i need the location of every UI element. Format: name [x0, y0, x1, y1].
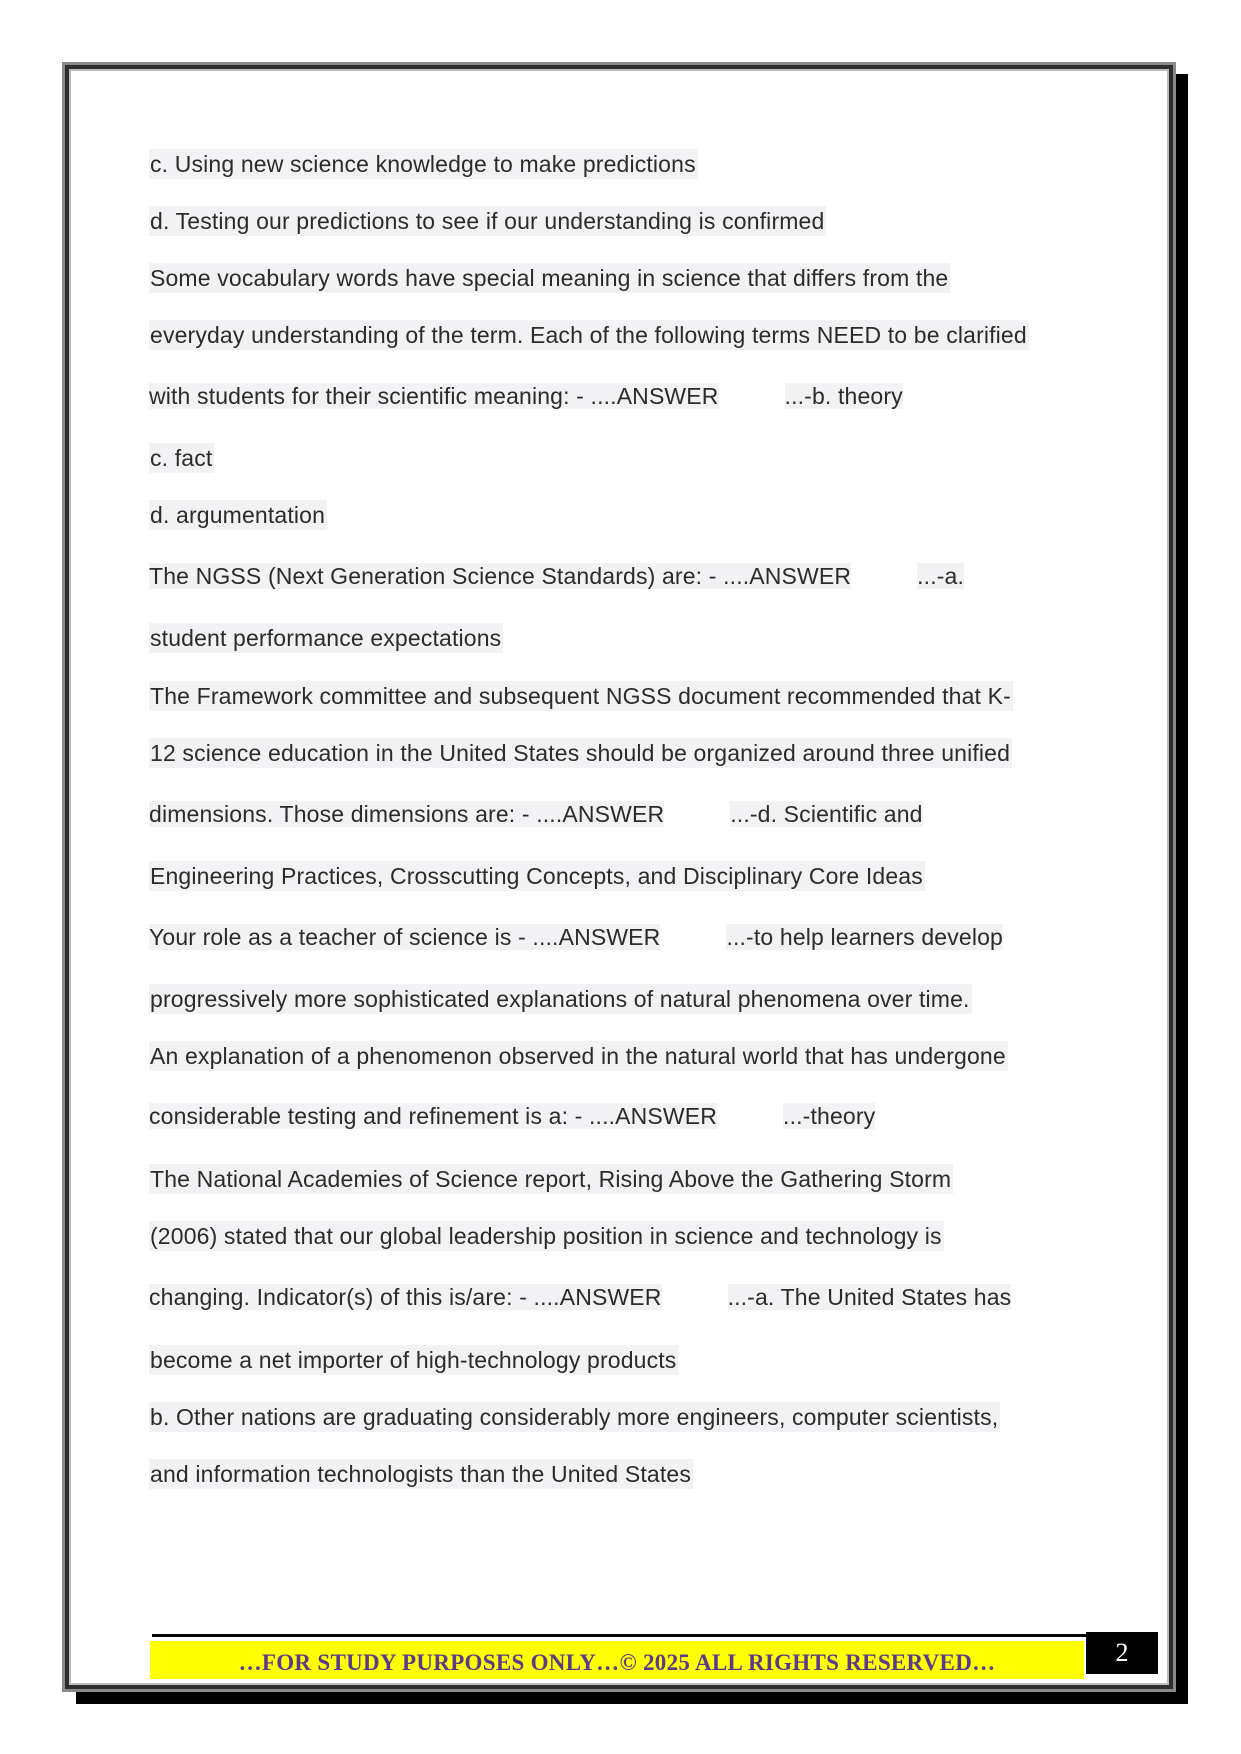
text-line: student performance expectations [150, 625, 502, 651]
answer-text: ...-d. Scientific and [730, 801, 923, 827]
text-line: c. Using new science knowledge to make predictions [150, 151, 696, 177]
text-line: c. fact [150, 445, 213, 471]
text-line-answer [149, 381, 903, 411]
question-text: Your role as a teacher of science is - ....ANSWER [149, 924, 661, 950]
text-line: 12 science education in the United States should be organized around three unified [150, 740, 1011, 766]
text-line-answer [149, 1282, 1011, 1312]
text-line: The National Academies of Science report, Rising Above the Gathering Storm [150, 1166, 952, 1192]
answer-gap [719, 381, 785, 411]
question-text: dimensions. Those dimensions are: - ....ANSWER [149, 801, 665, 827]
text-line: b. Other nations are graduating considerably more engineers, computer scientists, [150, 1404, 999, 1430]
text-line-answer [149, 922, 1003, 952]
answer-text: ...-a. [917, 563, 965, 589]
answer-gap [717, 1101, 783, 1131]
answer-text: ...-b. theory [784, 383, 903, 409]
answer-text: ...-theory [783, 1103, 876, 1129]
text-line: become a net importer of high-technology products [150, 1347, 677, 1373]
answer-gap [660, 922, 726, 952]
text-line: (2006) stated that our global leadership position in science and technology is [150, 1223, 942, 1249]
text-line: Some vocabulary words have special meaning in science that differs from the [150, 265, 949, 291]
answer-text: ...-to help learners develop [726, 924, 1003, 950]
footer-copyright: …FOR STUDY PURPOSES ONLY…© 2025 ALL RIGHTS RESERVED… [238, 1650, 996, 1675]
question-text: considerable testing and refinement is a: - ....ANSWER [149, 1103, 718, 1129]
answer-gap [664, 799, 730, 829]
text-line: An explanation of a phenomenon observed in the natural world that has undergone [150, 1043, 1006, 1069]
text-line-answer [149, 561, 964, 591]
question-text: with students for their scientific meaning: - ....ANSWER [149, 383, 719, 409]
text-line: everyday understanding of the term. Each of the following terms NEED to be clarified [150, 322, 1027, 348]
footer-rule [152, 1634, 1086, 1637]
text-line: Engineering Practices, Crosscutting Concepts, and Disciplinary Core Ideas [150, 863, 923, 889]
text-line: progressively more sophisticated explanations of natural phenomena over time. [150, 986, 970, 1012]
answer-gap [662, 1282, 728, 1312]
answer-gap [851, 561, 917, 591]
page-number: 2 [1086, 1632, 1158, 1674]
question-text: changing. Indicator(s) of this is/are: - ....ANSWER [149, 1284, 662, 1310]
text-line-answer [149, 1101, 875, 1131]
text-line-answer [149, 799, 923, 829]
text-line: The Framework committee and subsequent NGSS document recommended that K- [150, 683, 1011, 709]
text-line: d. argumentation [150, 502, 326, 528]
text-line: and information technologists than the United States [150, 1461, 691, 1487]
answer-text: ...-a. The United States has [727, 1284, 1012, 1310]
text-line: d. Testing our predictions to see if our understanding is confirmed [150, 208, 825, 234]
question-text: The NGSS (Next Generation Science Standards) are: - ....ANSWER [149, 563, 852, 589]
